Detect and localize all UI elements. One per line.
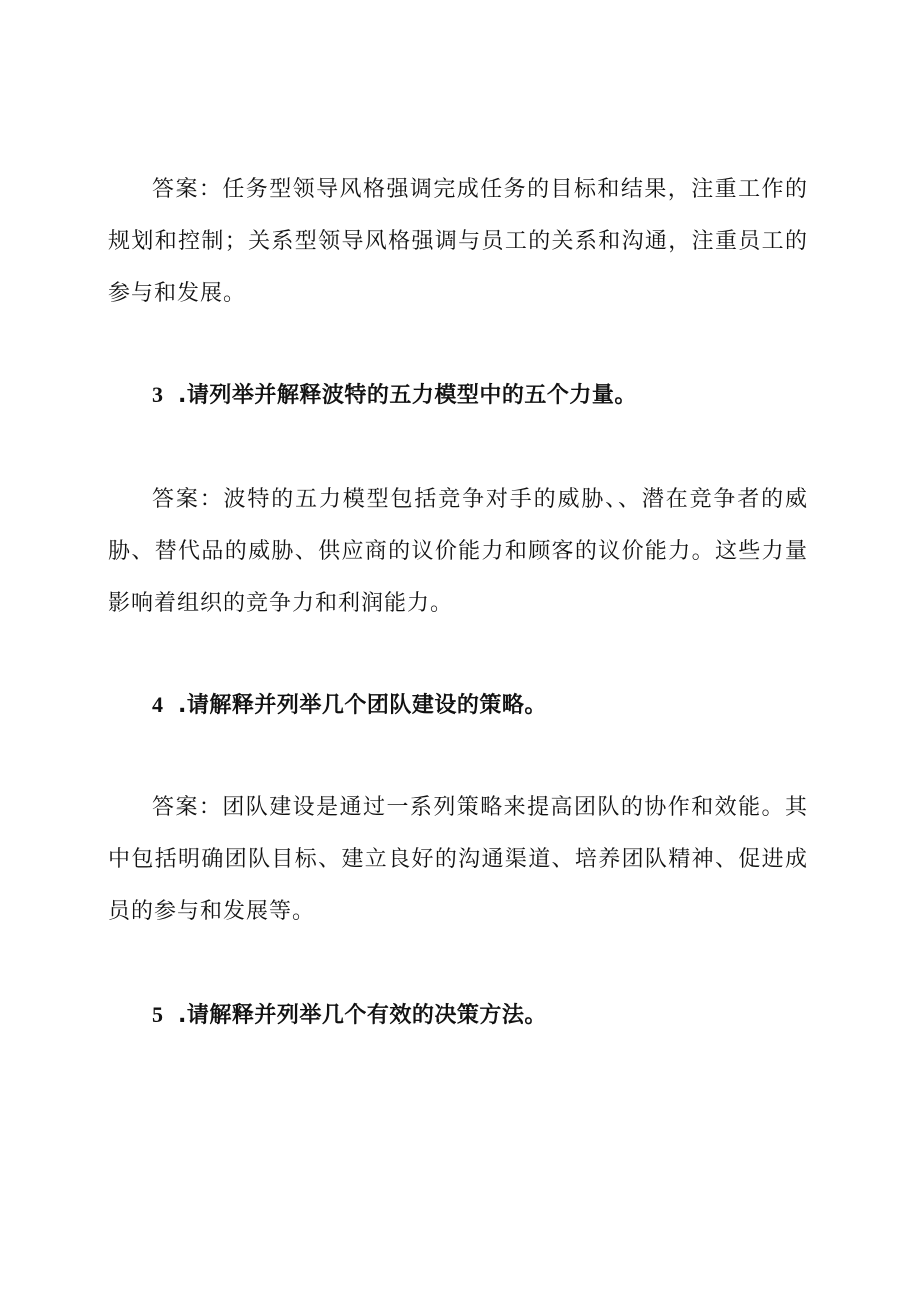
question-3-text: .请列举并解释波特的五力模型中的五个力量。: [178, 383, 637, 408]
answer-paragraph-4: 答案：团队建设是通过一系列策略来提高团队的协作和效能。其中包括明确团队目标、建立良好的沟通渠道、培养团队精神、促进成员的参与和发展等。: [108, 795, 808, 924]
answer-paragraph-2: 答案：任务型领导风格强调完成任务的目标和结果，注重工作的规划和控制；关系型领导风格强调与员工的关系和沟通，注重员工的参与和发展。: [108, 177, 808, 306]
answer-paragraph-3: 答案：波特的五力模型包括竞争对手的威胁、、潜在竞争者的威胁、替代品的威胁、供应商的议价能力和顾客的议价能力。这些力量影响着组织的竞争力和利润能力。: [108, 487, 808, 616]
question-4-heading: [152, 690, 812, 721]
question-3-number: 3: [152, 382, 164, 407]
question-3-heading: [152, 380, 812, 411]
question-5-number: 5: [152, 1002, 164, 1027]
question-5-text: .请解释并列举几个有效的决策方法。: [178, 1003, 547, 1028]
question-4-number: 4: [152, 692, 164, 717]
question-4-text: .请解释并列举几个团队建设的策略。: [178, 693, 547, 718]
question-5-heading: [152, 1000, 812, 1031]
